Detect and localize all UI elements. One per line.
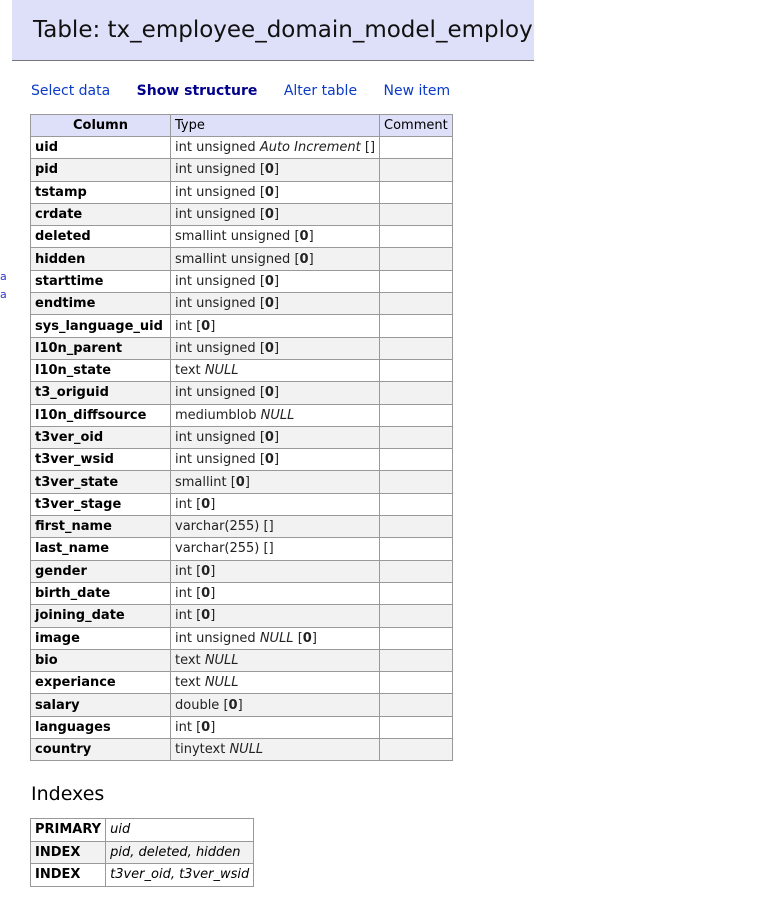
field-type: int unsigned [0] [171,181,380,203]
field-type: int unsigned Auto Increment [] [171,137,380,159]
field-default: 0 [264,207,274,223]
field-comment [380,359,453,381]
field-type-name: smallint unsigned [175,229,291,245]
type-header: Type [171,115,380,137]
structure-row [31,270,453,292]
field-name: salary [31,694,171,716]
field-type-name: mediumblob [175,407,257,423]
structure-row [31,137,453,159]
field-type [171,404,380,426]
field-type: int [0] [171,582,380,604]
field-type: int [0] [171,315,380,337]
field-name: starttime [31,270,171,292]
indexes-table-body [31,819,254,887]
field-default: 0 [264,452,274,468]
field-comment [380,516,453,538]
field-type-name: smallint [175,474,227,490]
indexes-heading: Indexes [31,783,105,805]
structure-row [31,449,453,471]
column-header: Column [31,115,171,137]
field-comment [380,649,453,671]
field-comment [380,159,453,181]
field-comment [380,582,453,604]
field-name: l10n_state [31,359,171,381]
select-data-link[interactable]: Select data [31,83,111,99]
field-name: birth_date [31,582,171,604]
field-default: 0 [201,318,211,334]
field-type: smallint unsigned [0] [171,226,380,248]
index-row [31,841,254,864]
field-name: languages [31,716,171,738]
field-comment [380,672,453,694]
index-row [31,819,254,842]
field-default: 0 [228,697,238,713]
structure-row [31,560,453,582]
field-type: int unsigned [0] [171,270,380,292]
field-type-name: int [175,496,192,512]
field-comment [380,137,453,159]
field-comment [380,248,453,270]
structure-row [31,672,453,694]
field-name: t3ver_state [31,471,171,493]
field-name: last_name [31,538,171,560]
field-name: first_name [31,516,171,538]
field-type-name: int unsigned [175,140,256,156]
field-type-name: double [175,697,220,713]
field-type: int unsigned [0] [171,203,380,225]
field-default: 0 [302,630,312,646]
structure-row [31,382,453,404]
structure-row [31,739,453,761]
structure-table [30,114,453,761]
field-null-flag: NULL [229,742,264,758]
indexes-table [30,818,254,887]
field-name: deleted [31,226,171,248]
field-default: 0 [201,719,211,735]
field-type: int [0] [171,493,380,515]
structure-row [31,203,453,225]
field-type-name: int unsigned [175,430,256,445]
field-default: 0 [201,563,211,579]
structure-row [31,404,453,426]
comment-header: Comment [380,115,453,137]
field-null-flag: NULL [204,652,239,668]
field-default: 0 [264,273,274,289]
field-comment [380,203,453,225]
field-type: int unsigned [0] [171,159,380,181]
structure-row [31,293,453,315]
field-type-name: int unsigned [175,273,256,289]
index-columns: pid, deleted, hidden [106,841,254,864]
field-comment [380,426,453,448]
field-type-name: text [175,675,201,691]
field-type: double [0] [171,694,380,716]
field-default: 0 [201,586,211,602]
field-name: t3ver_stage [31,493,171,515]
field-comment [380,404,453,426]
field-type: int unsigned [0] [171,449,380,471]
field-name: t3ver_oid [31,426,171,448]
structure-row [31,315,453,337]
field-type: int [0] [171,716,380,738]
field-type-name: int unsigned [175,162,256,178]
field-default: 0 [264,385,274,401]
field-type-name: text [175,652,201,668]
field-name: bio [31,649,171,671]
field-type: smallint [0] [171,471,380,493]
field-name: sys_language_uid [31,315,171,337]
field-name: hidden [31,248,171,270]
field-comment [380,337,453,359]
field-name: tstamp [31,181,171,203]
field-type: int unsigned [0] [171,293,380,315]
structure-row [31,337,453,359]
new-item-link[interactable]: New item [383,83,451,99]
structure-row [31,248,453,270]
field-comment [380,315,453,337]
field-comment [380,226,453,248]
field-type-name: int unsigned [175,385,256,401]
field-name: t3_origuid [31,382,171,404]
structure-row [31,627,453,649]
field-type: varchar(255) [] [171,516,380,538]
field-default: 0 [264,340,274,356]
field-name: pid [31,159,171,181]
structure-table-body [31,137,453,761]
field-type-name: int unsigned [175,340,256,356]
field-type-name: int unsigned [175,296,256,312]
field-type: int unsigned [0] [171,382,380,404]
structure-row [31,716,453,738]
structure-row [31,538,453,560]
field-default: 0 [264,184,274,200]
field-type [171,739,380,761]
field-type-name: varchar(255) [175,519,260,535]
field-default: 0 [264,296,274,312]
action-links [31,83,472,99]
field-type-name: smallint unsigned [175,251,291,267]
structure-row [31,159,453,181]
field-default: 0 [299,229,309,245]
field-default: 0 [264,430,274,445]
field-type-name: int [175,719,192,735]
field-type: smallint unsigned [0] [171,248,380,270]
field-comment [380,560,453,582]
left-frame-link-fragment[interactable]: a [0,288,7,301]
field-type-name: int [175,563,192,579]
field-null-flag: NULL [204,363,239,379]
field-type-name: int [175,318,192,334]
structure-row [31,516,453,538]
field-name: crdate [31,203,171,225]
field-comment [380,181,453,203]
field-name: endtime [31,293,171,315]
field-type-name: int unsigned [175,630,256,646]
field-type: int unsigned [0] [171,426,380,448]
field-comment [380,449,453,471]
field-comment [380,493,453,515]
field-comment [380,605,453,627]
field-type-name: int [175,586,192,602]
field-default: 0 [235,474,245,490]
field-name: image [31,627,171,649]
field-type: int unsigned [0] [171,337,380,359]
page-header [12,0,534,61]
field-comment [380,382,453,404]
index-kind: INDEX [31,864,106,887]
index-kind: PRIMARY [31,819,106,842]
structure-row [31,582,453,604]
field-type-name: varchar(255) [175,541,260,557]
left-frame-link-fragment[interactable]: a [0,270,7,283]
field-comment [380,538,453,560]
field-type-name: int [175,608,192,624]
field-comment [380,270,453,292]
field-type: int unsigned NULL [0] [171,627,380,649]
structure-row [31,649,453,671]
index-columns: t3ver_oid, t3ver_wsid [106,864,254,887]
field-null-flag: NULL [260,407,295,423]
field-type [171,359,380,381]
page-title: Table: tx_employee_domain_model_employ [33,17,533,43]
field-comment [380,293,453,315]
field-type-name: int unsigned [175,207,256,223]
field-type: int [0] [171,605,380,627]
structure-row [31,359,453,381]
field-comment [380,716,453,738]
field-name: country [31,739,171,761]
structure-row [31,226,453,248]
field-type-name: int unsigned [175,452,256,468]
field-type: int [0] [171,560,380,582]
field-type-name: int unsigned [175,184,256,200]
field-default: 0 [299,251,309,267]
field-type-name: tinytext [175,742,226,758]
show-structure-link[interactable]: Show structure [136,83,258,99]
field-comment [380,471,453,493]
field-name: joining_date [31,605,171,627]
structure-row [31,694,453,716]
left-frame-edge [0,0,2,2]
field-null-flag: NULL [204,675,239,691]
field-comment [380,694,453,716]
field-comment [380,739,453,761]
field-default: 0 [201,496,211,512]
field-name: t3ver_wsid [31,449,171,471]
field-default: 0 [201,608,211,624]
structure-row [31,471,453,493]
structure-row [31,493,453,515]
structure-row [31,181,453,203]
field-null-flag: NULL [259,630,294,646]
index-kind: INDEX [31,841,106,864]
index-columns: uid [106,819,254,842]
field-extra: Auto Increment [259,140,361,156]
field-type [171,649,380,671]
field-comment [380,627,453,649]
structure-row [31,605,453,627]
index-row [31,864,254,887]
field-type-name: text [175,363,201,379]
alter-table-link[interactable]: Alter table [283,83,358,99]
field-type [171,672,380,694]
field-default: 0 [264,162,274,178]
structure-header-row [31,115,453,137]
field-name: uid [31,137,171,159]
field-name: gender [31,560,171,582]
field-type: varchar(255) [] [171,538,380,560]
structure-row [31,426,453,448]
field-name: l10n_diffsource [31,404,171,426]
field-name: experiance [31,672,171,694]
field-name: l10n_parent [31,337,171,359]
